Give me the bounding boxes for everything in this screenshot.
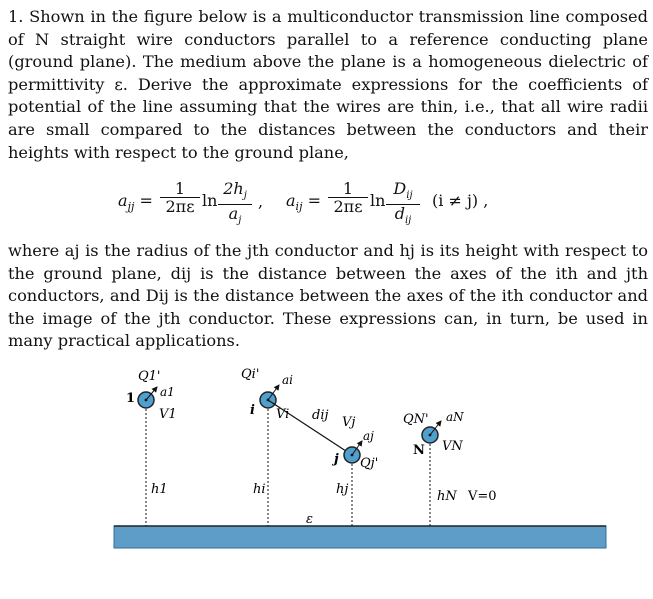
label-h1: h1 [151, 482, 168, 497]
label-vj: Vj [342, 415, 356, 430]
eq-aij-lhs: $a_{ij}$ = [286, 191, 321, 214]
label-nj: j [334, 452, 339, 467]
label-qi: Qi' [241, 367, 260, 382]
conductor-n [422, 421, 441, 526]
eq-ln-2: ln [370, 191, 386, 210]
eq-ajj-lhs: $a_{jj}$ = [118, 191, 153, 214]
transmission-line-figure [0, 360, 653, 560]
label-qn: QN' [403, 412, 429, 427]
conductor-1 [138, 387, 157, 526]
equation-row [0, 178, 653, 228]
label-a1: a1 [160, 385, 175, 399]
eq-condition: (i ≠ j) , [432, 191, 489, 210]
eq-comma: , [258, 192, 264, 211]
label-ni: i [250, 403, 255, 418]
eq-frac-4: $D_{ij}$ $d_{ij}$ [386, 180, 420, 230]
label-hi: hi [253, 482, 266, 497]
label-hn: hN [437, 489, 457, 504]
label-v1: V1 [159, 407, 177, 422]
label-ai: ai [282, 373, 293, 387]
label-aj: aj [363, 429, 374, 443]
problem-body: where aj is the radius of the jth conductor and hj is its height with respect to the ground plane, dij is the distance between the axes of the ith and jth conductors, and Dij is the distance between the axes of the ith conductor and the image of the jth conductor. These expressions can, in turn, be used in many practical applications. [8, 241, 648, 351]
label-nn: N [413, 443, 425, 458]
label-qj: Qj' [360, 456, 379, 471]
label-n1: 1 [126, 391, 136, 406]
label-hj: hj [336, 482, 349, 497]
label-dij: dij [312, 408, 329, 423]
problem-intro: 1. Shown in the figure below is a multiconductor transmission line composed of N straight wire conductors parallel to a reference conducting plane (ground plane). The medium above the plane is a homogeneous dielectric of permittivity ε. Derive the approximate expressions for the coefficients of potential of the line assuming that the wires are thin, i.e., that all wire radii are small compared to the distances between the conductors and their heights with respect to the ground plane, [8, 7, 648, 162]
eq-frac-2: $\frac{2h_j}{a_j}$ [218, 180, 252, 230]
label-epsilon: ε [306, 512, 313, 527]
eq-ln-1: ln [202, 191, 218, 210]
label-an: aN [446, 410, 464, 424]
label-vn: VN [442, 439, 463, 454]
label-v0: V=0 [468, 489, 497, 504]
ground-plane [114, 526, 606, 548]
eq-frac-1: $\frac{1}{2\pi\varepsilon}$ [160, 180, 200, 216]
label-vi: Vi [276, 407, 290, 422]
label-q1: Q1' [138, 369, 161, 384]
eq-frac-3: $\frac{1}{2\pi\varepsilon}$ [328, 180, 368, 216]
